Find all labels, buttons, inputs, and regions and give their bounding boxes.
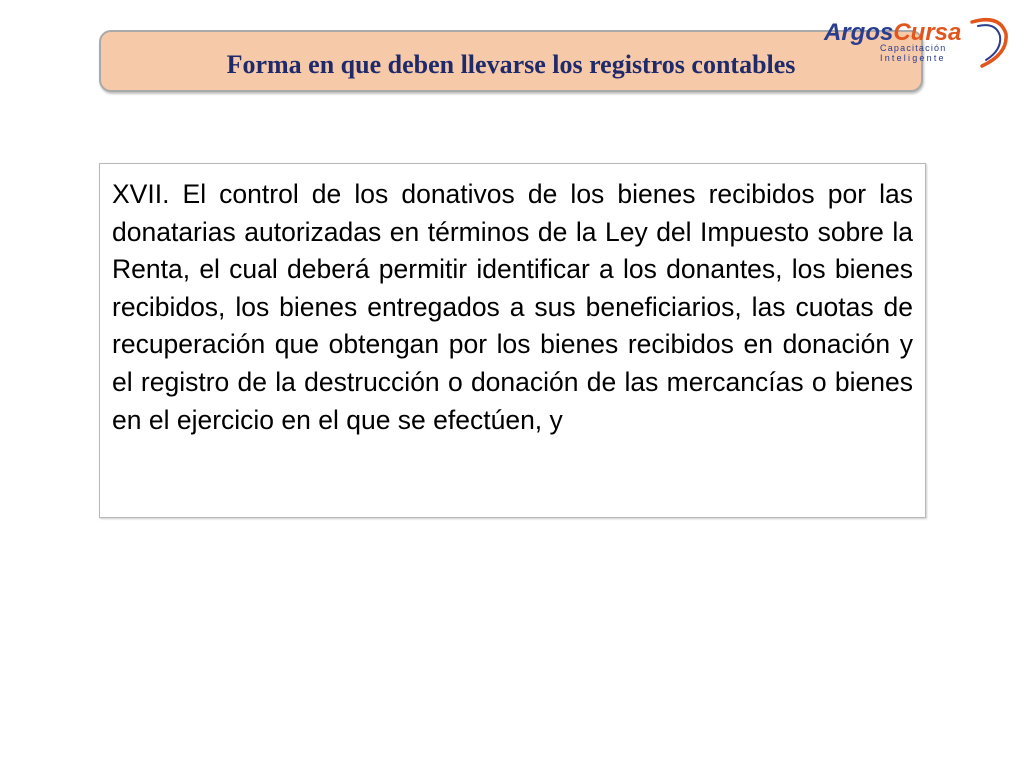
logo-name-part1: Argos: [824, 19, 894, 46]
slide-title: Forma en que deben llevarse los registros contables: [226, 50, 796, 79]
svg-text:ArgosCursa: [823, 19, 961, 46]
argoscursa-logo: [822, 14, 1012, 74]
content-box: [99, 163, 926, 518]
title-banner: [99, 30, 923, 92]
logo-tagline-line1: Capacitación: [880, 43, 947, 53]
body-paragraph: XVII. El control de los donativos de los bienes recibidos por las donatarias autorizadas en términos de la Ley del Impuesto sobre la Renta, el cual deberá permitir identificar a los donantes, los bienes recibidos, los bienes entregados a sus beneficiarios, las cuotas de recuperación que obtengan por los bienes recibidos en donación y el registro de la destrucción o donación de las mercancías o bienes en el ejercicio en el que se efectúen, y: [112, 179, 913, 435]
logo-name-part2: Cursa: [893, 19, 962, 46]
logo-tagline-line2: Inteligente: [880, 53, 946, 63]
